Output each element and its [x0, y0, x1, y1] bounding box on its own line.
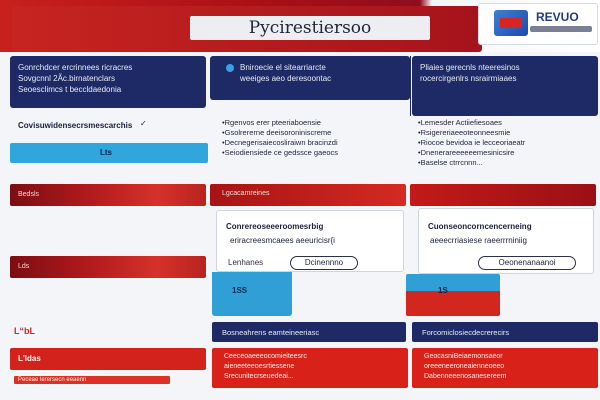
middle-red-list — [224, 352, 402, 382]
right-card-subtitle: aeeecrriasiese raeerrrniniig — [430, 236, 527, 245]
band-left-text: Gonrchdcer ercrinnees ricracres Sovgcnnl 2Ãc.birnatenclars Seoesclimcs t beccldaedonia — [18, 63, 133, 94]
page-title: Pycirestiersoo — [190, 16, 430, 40]
red-bar-1[interactable] — [10, 184, 206, 206]
mini-label: L“bL — [14, 326, 35, 336]
red-bar-2[interactable] — [10, 256, 206, 278]
middle-card-footer: Lenhanes — [228, 258, 264, 267]
right-split-block — [406, 274, 500, 316]
list-item: • Seiodiensiede ce gedssce gaeocs — [222, 148, 406, 158]
list-item: Ceeceoaeeeocomieiteesrc — [224, 353, 307, 360]
band-right — [412, 56, 598, 116]
blue-bar-label: Lts — [100, 148, 112, 157]
middle-red-bar-label: Lgcacamreines — [222, 190, 270, 197]
right-block-label: 1S — [438, 286, 448, 295]
list-item: GeocasniBeiaemonsaeor — [424, 353, 503, 360]
middle-bullet-list — [222, 118, 406, 158]
list-item: • Decnegerisaiecosliraiwn bracinzdi — [222, 138, 406, 148]
middle-blue-block — [212, 272, 292, 316]
middle-card-subtitle: eriracreesmcaees aeeuricisr{i — [230, 236, 335, 245]
band-middle-text: Bniroecie el sitearriarcte weeiges aeo deresoontac — [240, 63, 332, 83]
band-right-text: Pliaies gerecnls nteeresinos rocercirgenlrs nsrairmiaaes — [420, 63, 520, 83]
right-card-title: Cuonseoncorncencerneing — [428, 222, 532, 231]
list-item: • Dnenerareeeeeemesinicsire — [418, 148, 596, 158]
band-middle — [210, 56, 410, 100]
red-bar-2-label: Lds — [18, 263, 30, 270]
middle-navy-text: Bosneahrens eamteineeriasc — [222, 328, 320, 337]
logo-stripe-icon — [500, 18, 522, 28]
list-item: • Riocoe bevidoa ie lecceoriaeatr — [418, 138, 596, 148]
middle-card-title: Conrereoseeeroomesrbig — [226, 222, 324, 231]
list-item: • Gsolrererne deeisoroniniscreme — [222, 128, 406, 138]
list-item: Dabenneeenosanesereem — [424, 373, 507, 380]
band-left — [10, 56, 206, 108]
red-bar-3-label: L'ldas — [18, 354, 41, 363]
list-item: • Baselse ctrrcnnn... — [418, 158, 596, 168]
right-card-value-pill[interactable]: Oeonenanaanoi — [478, 256, 576, 270]
check-icon: ✓ — [140, 119, 147, 128]
section-heading: Covisuwidensecrsmescarchis — [18, 121, 133, 130]
list-item: oreeeneeroneaienneoeeo — [424, 363, 505, 370]
middle-card-value-pill[interactable]: Dcinennno — [290, 256, 358, 270]
right-navy-text: Forcomiclosiecdecrerecirs — [422, 328, 510, 337]
list-item: • Rsigereriaeeoteonneesmie — [418, 128, 596, 138]
list-item: aieneeteeoesrtiessene — [224, 363, 295, 370]
list-item: • Rgenvos erer pteeriaboensie — [222, 118, 406, 128]
list-item: • Lemesder Actiiefiesoaes — [418, 118, 596, 128]
red-bar-1-label: Bedsls — [18, 191, 40, 198]
logo-name: REVUO — [536, 10, 579, 24]
divider — [410, 56, 411, 116]
right-red-list — [424, 352, 594, 382]
footer-text: Peceae lerersecn eeaenn — [18, 377, 87, 383]
right-bullet-list — [418, 118, 596, 168]
right-red-bar[interactable] — [410, 184, 596, 206]
location-pin-icon — [226, 64, 234, 72]
logo-tagline-mark — [530, 26, 592, 32]
list-item: Srecunitecrseuedeai... — [224, 373, 294, 380]
middle-blue-label: 1SS — [232, 286, 248, 295]
